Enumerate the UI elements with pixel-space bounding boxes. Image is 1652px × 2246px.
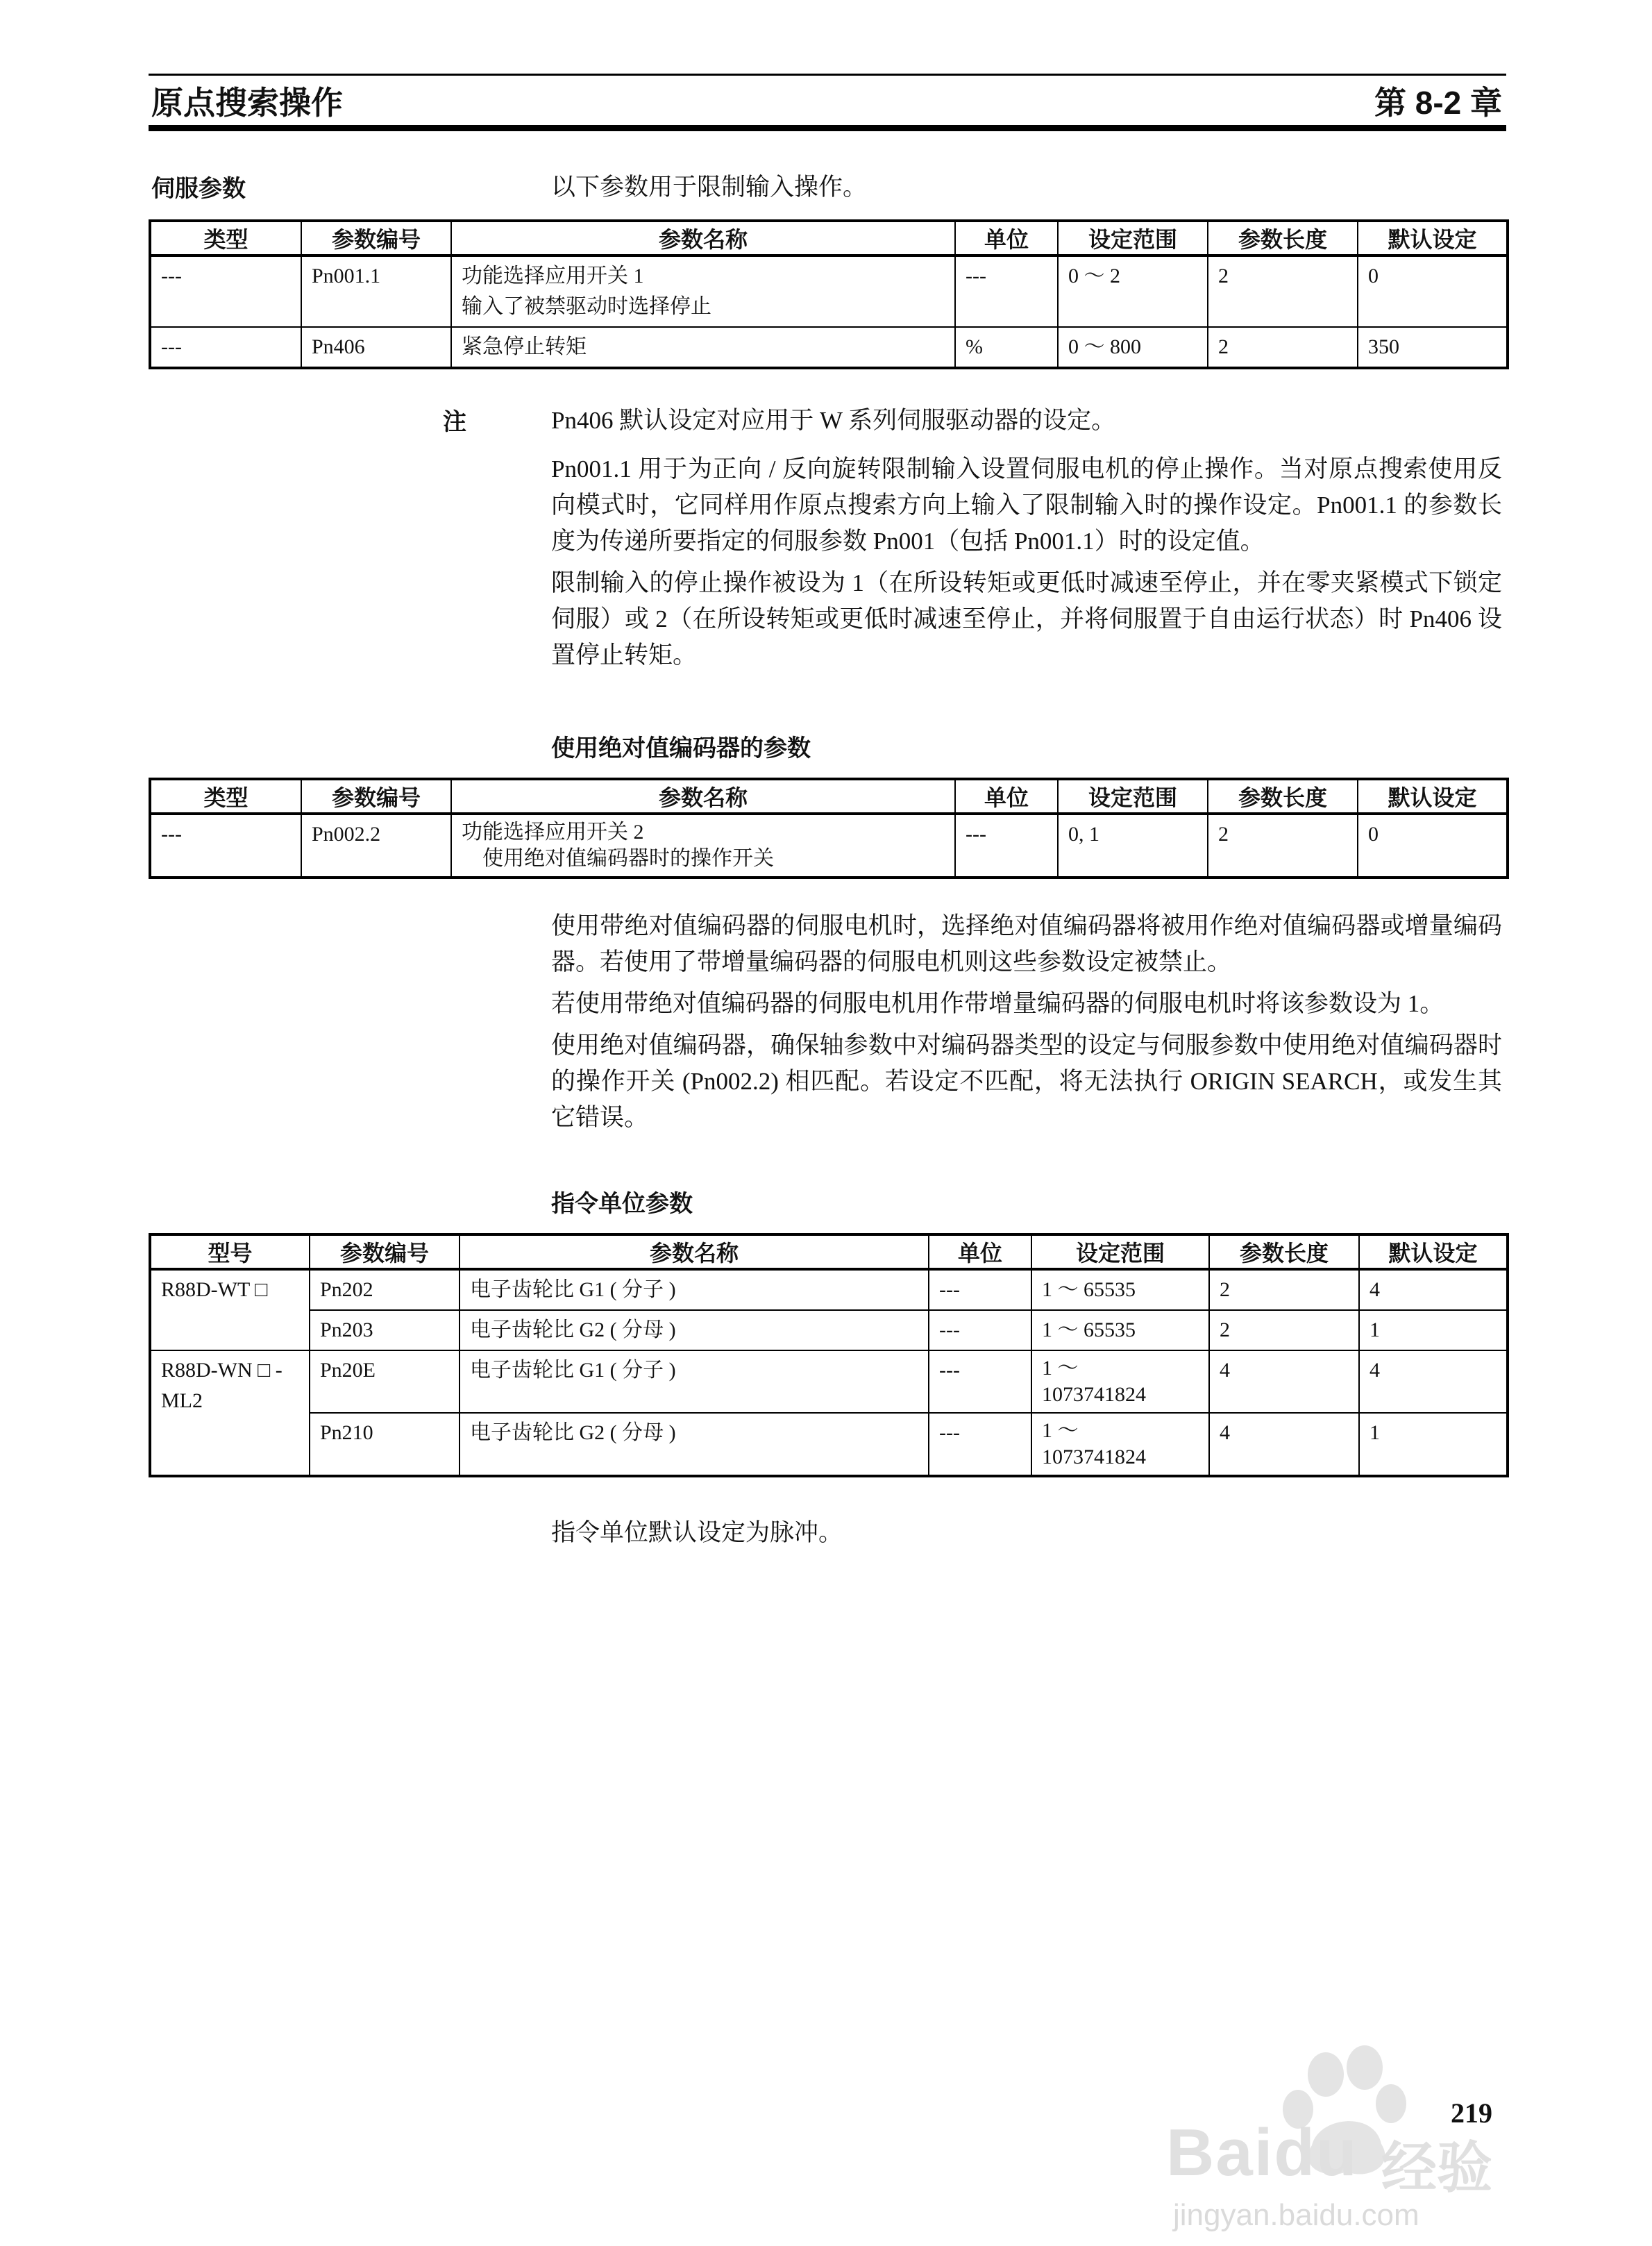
command-footer-note: 指令单位默认设定为脉冲。 xyxy=(551,1519,843,1546)
command-params-heading: 指令单位参数 xyxy=(551,1191,693,1217)
baidu-watermark xyxy=(1152,2034,1555,2243)
col-name: 参数名称 xyxy=(460,1234,929,1269)
watermark-cn: 经验 xyxy=(1381,2137,1492,2199)
cell-default: 1 xyxy=(1359,1413,1508,1476)
cell-number: Pn001.1 xyxy=(301,255,451,327)
section-title: 原点搜索操作 xyxy=(151,85,343,121)
paragraph: 使用绝对值编码器，确保轴参数中对编码器类型的设定与伺服参数中使用绝对值编码器时的操作开关 (Pn002.2) 相匹配。若设定不匹配，将无法执行 ORIGIN SEARCH，或发生其它错误。 xyxy=(551,1032,1502,1131)
table-row xyxy=(150,1413,1508,1476)
cell-name: 电子齿轮比 G2 ( 分母 ) xyxy=(460,1310,929,1350)
paragraph-block-1 xyxy=(551,451,1502,673)
cell-name-line: 使用绝对值编码器时的操作开关 xyxy=(482,847,774,870)
cell-range-line: 1073741824 xyxy=(1042,1445,1146,1468)
col-default: 默认设定 xyxy=(1359,1234,1508,1269)
table-row xyxy=(150,1350,1508,1413)
cell-default: 1 xyxy=(1359,1310,1508,1350)
paragraph: 使用带绝对值编码器的伺服电机时，选择绝对值编码器将被用作绝对值编码器或增量编码器。若使用了带增量编码器的伺服电机则这些参数设定被禁止。 xyxy=(551,912,1502,975)
col-default: 默认设定 xyxy=(1358,221,1508,255)
watermark-brand: Baidu xyxy=(1166,2115,1358,2190)
cell-length: 4 xyxy=(1209,1413,1359,1476)
cell-range-line: 1 ～ xyxy=(1042,1357,1079,1380)
encoder-params-table xyxy=(149,778,1509,879)
col-unit: 单位 xyxy=(955,221,1058,255)
paragraph: 若使用带绝对值编码器的伺服电机用作带增量编码器的伺服电机时将该参数设为 1。 xyxy=(551,990,1444,1017)
servo-params-label: 伺服参数 xyxy=(151,176,246,202)
col-unit: 单位 xyxy=(929,1234,1031,1269)
cell-length: 2 xyxy=(1208,255,1358,327)
col-name: 参数名称 xyxy=(451,779,955,814)
table-row xyxy=(150,255,1508,327)
cell-range xyxy=(1031,1269,1209,1310)
cell-name-line: 输入了被禁驱动时选择停止 xyxy=(462,295,711,318)
servo-params-intro: 以下参数用于限制输入操作。 xyxy=(551,174,868,201)
cell-default: 350 xyxy=(1358,327,1508,368)
cell-range: 0 ～ 800 xyxy=(1058,327,1208,368)
cell-number: Pn203 xyxy=(310,1310,460,1350)
note-text: Pn406 默认设定对应用于 W 系列伺服驱动器的设定。 xyxy=(551,407,1116,434)
cell-range-line: 1 ～ 65535 xyxy=(1042,1318,1136,1341)
cell-default: 0 xyxy=(1358,255,1508,327)
col-length: 参数长度 xyxy=(1208,221,1358,255)
table-row xyxy=(150,1269,1508,1310)
cell-name: 电子齿轮比 G1 ( 分子 ) xyxy=(460,1350,929,1413)
paragraph-block-2 xyxy=(551,908,1502,1136)
paragraph: Pn001.1 用于为正向 / 反向旋转限制输入设置伺服电机的停止操作。当对原点搜索使用反向模式时，它同样用作原点搜索方向上输入了限制输入时的操作设定。Pn001.1 的参数长度为传递所要指定的伺服参数 Pn001（包括 Pn001.1）时的设定值。 xyxy=(551,455,1502,555)
cell-name: 电子齿轮比 G1 ( 分子 ) xyxy=(460,1269,929,1310)
table-header-row xyxy=(150,779,1508,814)
cell-range: 0 ～ 2 xyxy=(1058,255,1208,327)
cell-model: R88D-WN □ -ML2 xyxy=(150,1350,310,1476)
col-type: 类型 xyxy=(150,779,301,814)
cell-name-line: 紧急停止转矩 xyxy=(462,335,587,358)
cell-type: --- xyxy=(150,327,301,368)
cell-range-line: 1073741824 xyxy=(1042,1383,1146,1406)
header-top-rule xyxy=(149,74,1506,76)
col-default: 默认设定 xyxy=(1358,779,1508,814)
cell-number: Pn002.2 xyxy=(301,814,451,878)
col-range: 设定范围 xyxy=(1058,779,1208,814)
col-number: 参数编号 xyxy=(301,221,451,255)
cell-length: 2 xyxy=(1208,327,1358,368)
encoder-params-heading: 使用绝对值编码器的参数 xyxy=(551,735,811,762)
cell-unit: --- xyxy=(955,255,1058,327)
cell-unit: --- xyxy=(929,1350,1031,1413)
cell-name-line: 功能选择应用开关 1 xyxy=(462,265,644,287)
cell-range xyxy=(1031,1350,1209,1413)
command-params-table xyxy=(149,1233,1509,1477)
cell-length: 2 xyxy=(1209,1310,1359,1350)
col-range: 设定范围 xyxy=(1058,221,1208,255)
table-header-row xyxy=(150,1234,1508,1269)
table-row xyxy=(150,1310,1508,1350)
paragraph: 限制输入的停止操作被设为 1（在所设转矩或更低时减速至停止，并在零夹紧模式下锁定伺服）或 2（在所设转矩或更低时减速至停止，并将伺服置于自由运行状态）时 Pn406 设置停止转矩。 xyxy=(551,569,1502,669)
cell-unit: --- xyxy=(929,1413,1031,1476)
header-bottom-rule xyxy=(149,125,1506,131)
col-length: 参数长度 xyxy=(1209,1234,1359,1269)
col-length: 参数长度 xyxy=(1208,779,1358,814)
cell-name-line: 功能选择应用开关 2 xyxy=(462,821,644,844)
col-model: 型号 xyxy=(150,1234,310,1269)
cell-length: 2 xyxy=(1209,1269,1359,1310)
cell-unit: % xyxy=(955,327,1058,368)
cell-name xyxy=(451,814,955,878)
table-row xyxy=(150,327,1508,368)
cell-unit: --- xyxy=(955,814,1058,878)
cell-name: 电子齿轮比 G2 ( 分母 ) xyxy=(460,1413,929,1476)
col-name: 参数名称 xyxy=(451,221,955,255)
cell-unit: --- xyxy=(929,1310,1031,1350)
cell-length: 2 xyxy=(1208,814,1358,878)
col-type: 类型 xyxy=(150,221,301,255)
cell-name xyxy=(451,327,955,368)
cell-type: --- xyxy=(150,255,301,327)
cell-range: 0, 1 xyxy=(1058,814,1208,878)
col-number: 参数编号 xyxy=(301,779,451,814)
cell-range-line: 1 ～ 65535 xyxy=(1042,1278,1136,1301)
chapter-number: 第 8-2 章 xyxy=(1374,85,1502,121)
cell-default: 0 xyxy=(1358,814,1508,878)
cell-range xyxy=(1031,1310,1209,1350)
watermark-url: jingyan.baidu.com xyxy=(1173,2198,1419,2232)
col-range: 设定范围 xyxy=(1031,1234,1209,1269)
cell-range-line: 1 ～ xyxy=(1042,1419,1079,1442)
cell-default: 4 xyxy=(1359,1269,1508,1310)
cell-range xyxy=(1031,1413,1209,1476)
cell-name xyxy=(451,255,955,327)
page-number: 219 xyxy=(1451,2097,1492,2129)
col-unit: 单位 xyxy=(955,779,1058,814)
note-label: 注 xyxy=(443,409,466,435)
cell-number: Pn202 xyxy=(310,1269,460,1310)
cell-model: R88D-WT □ xyxy=(150,1269,310,1350)
cell-length: 4 xyxy=(1209,1350,1359,1413)
cell-type: --- xyxy=(150,814,301,878)
servo-params-table xyxy=(149,219,1509,369)
table-header-row xyxy=(150,221,1508,255)
col-number: 参数编号 xyxy=(310,1234,460,1269)
cell-default: 4 xyxy=(1359,1350,1508,1413)
cell-unit: --- xyxy=(929,1269,1031,1310)
cell-number: Pn20E xyxy=(310,1350,460,1413)
cell-number: Pn210 xyxy=(310,1413,460,1476)
cell-number: Pn406 xyxy=(301,327,451,368)
table-row xyxy=(150,814,1508,878)
